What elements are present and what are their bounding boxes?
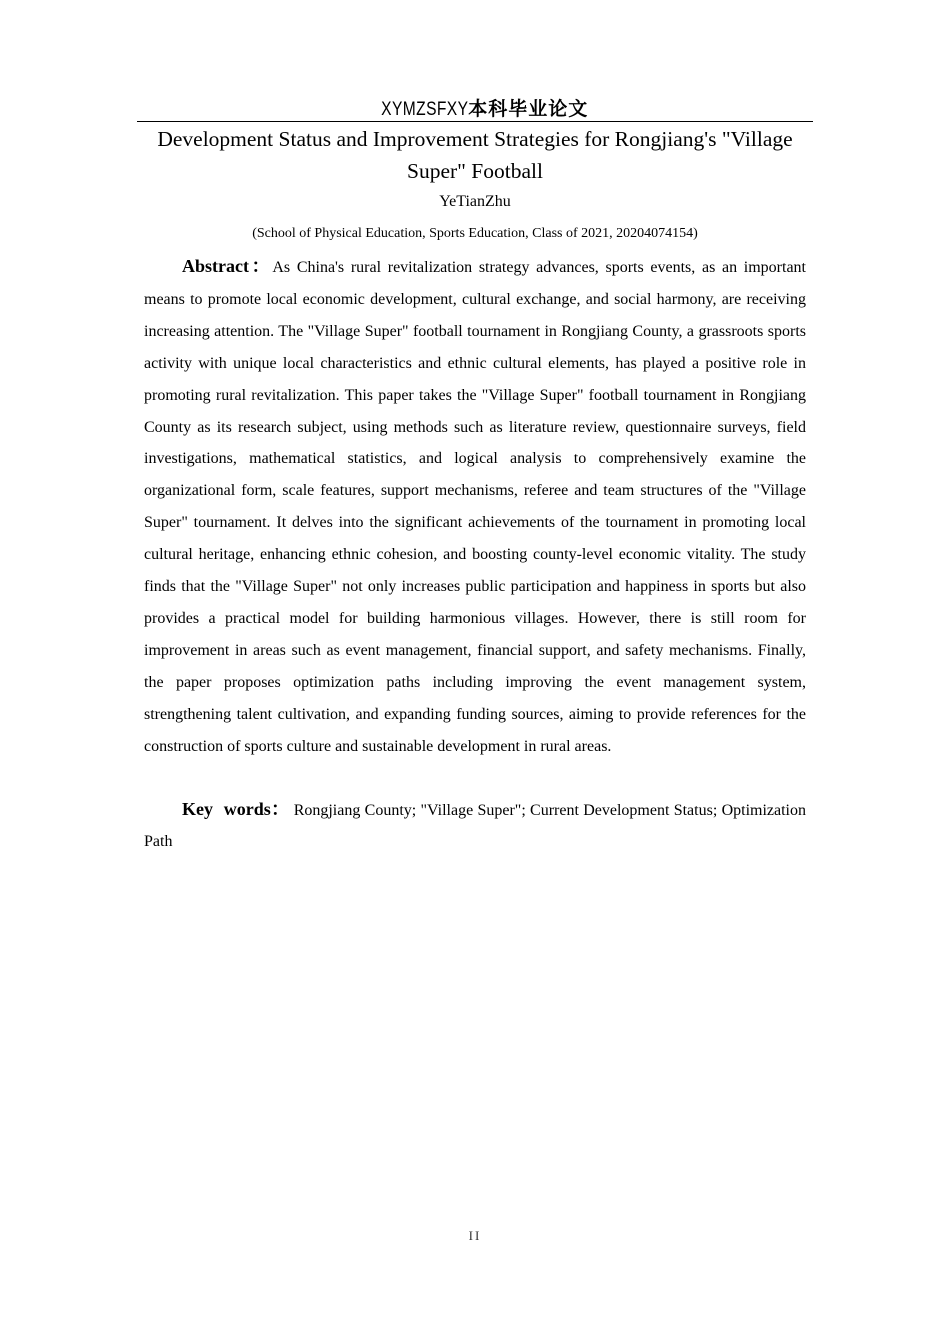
abstract-label: Abstract： xyxy=(182,256,273,276)
page-number: II xyxy=(468,1228,482,1243)
author-affiliation: (School of Physical Education, Sports Education, Class of 2021, 20204074154) xyxy=(252,226,698,241)
keywords-text: Rongjiang County; "Village Super"; Current Development Status; Optimization Path xyxy=(144,802,807,850)
running-header xyxy=(137,96,813,122)
header-code: XYMZSFXY xyxy=(380,99,469,120)
abstract-paragraph xyxy=(144,251,806,763)
paper-title: Development Status and Improvement Strategies for Rongjiang's "Village Super" Football xyxy=(157,127,793,183)
abstract-text: As China's rural revitalization strategy advances, sports events, as an important means to promote local economic development, cultural exchange, and social harmony, are receiving increasing attention. The "Village Super" football tournament in Rongjiang County, a grassroots sports activity with unique local characteristics and ethnic cultural elements, has played a positive role in promoting rural revitalization. This paper takes the "Village Super" football tournament in Rongjiang County as its research subject, using methods such as literature review, questionnaire surveys, field investigations, mathematical statistics, and logical analysis to comprehensively examine the organizational form, scale features, support mechanisms, referee and team structures of the "Village Super" tournament. It delves into the significant achievements of the tournament in promoting local cultural heritage, enhancing ethnic cohesion, and boosting county-level economic vitality. The study finds that the "Village Super" not only increases public participation and happiness in sports but also provides a practical model for building harmonious villages. However, there is still room for improvement in areas such as event management, financial support, and safety mechanisms. Finally, the paper proposes optimization paths including improving the event management system, strengthening talent cultivation, and expanding funding sources, aiming to provide references for the construction of sports culture and sustainable development in rural areas. xyxy=(144,259,806,755)
header-label-cn: 本科毕业论文 xyxy=(468,98,589,120)
keywords-paragraph xyxy=(144,794,806,857)
keywords-label: Key words： xyxy=(182,799,290,819)
author-name: YeTianZhu xyxy=(439,193,511,210)
